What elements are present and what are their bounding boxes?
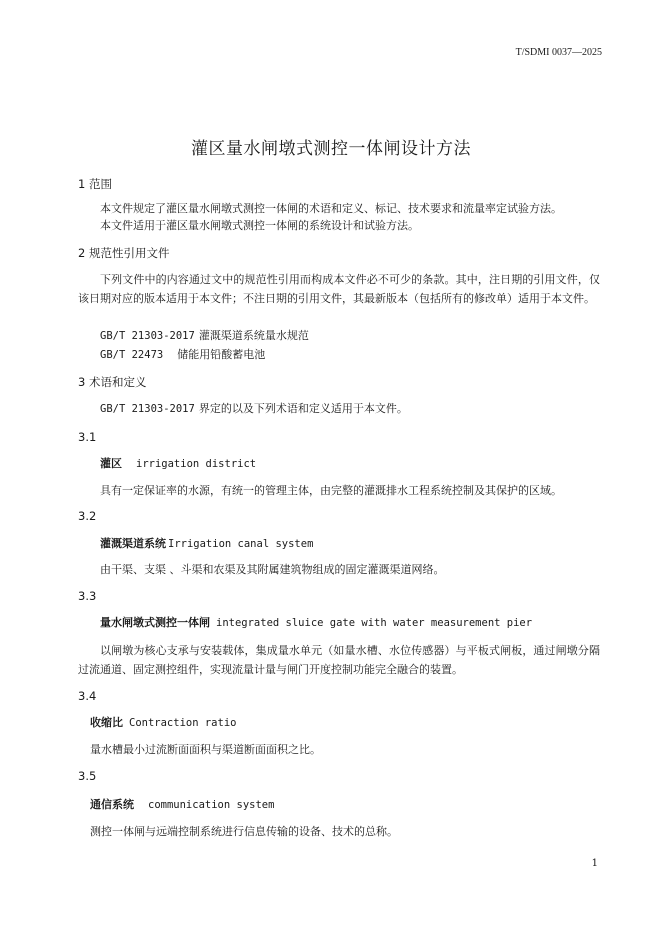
term-zh: 通信系统: [90, 798, 134, 811]
term-definition: 量水槽最小过流断面面积与渠道断面面积之比。: [90, 743, 321, 756]
term-zh: 量水闸墩式测控一体闸: [100, 616, 210, 629]
normative-references-paragraph: 下列文件中的内容通过文中的规范性引用而构成本文件必不可少的条款。其中，注日期的引用文件，仅该日期对应的版本适用于本文件；不注日期的引用文件，其最新版本（包括所有的修改单）适用于本文件。: [78, 273, 600, 305]
reference-name: 储能用铅酸蓄电池: [177, 348, 266, 361]
term-number: 3.3: [78, 589, 97, 603]
section-heading-terms: 3 术语和定义: [78, 375, 147, 389]
terms-intro-text: 界定的以及下列术语和定义适用于本文件。: [198, 402, 408, 415]
term-definition: 测控一体闸与远端控制系统进行信息传输的设备、技术的总称。: [90, 825, 398, 838]
document-title: 灌区量水闸墩式测控一体闸设计方法: [191, 139, 471, 159]
scope-paragraph-2: 本文件适用于灌区量水闸墩式测控一体闸的系统设计和试验方法。: [100, 219, 419, 232]
section-heading-normative-references: 2 规范性引用文件: [78, 246, 170, 260]
term-title: [100, 614, 532, 630]
page-number: 1: [591, 858, 598, 869]
reference-code: GB/T 21303-2017: [100, 403, 195, 415]
reference-item: [100, 346, 265, 362]
term-number: 3.2: [78, 509, 97, 523]
term-title: [90, 714, 236, 730]
reference-name: 灌溉渠道系统量水规范: [198, 329, 309, 342]
term-en: Irrigation canal system: [168, 538, 314, 550]
term-number: 3.5: [78, 769, 97, 783]
term-definition: 以闸墩为核心支承与安装载体，集成量水单元（如量水槽、水位传感器）与平板式闸板，通过闸墩分隔过流通道、固定测控组件，实现流量计量与闸门开度控制功能完全融合的装置。: [78, 644, 600, 676]
term-title: [100, 535, 313, 551]
term-number: 3.4: [78, 689, 97, 703]
reference-item: [100, 327, 309, 343]
term-en: Contraction ratio: [129, 717, 237, 729]
term-title: [90, 796, 274, 812]
term-en: integrated sluice gate with water measurement pier: [216, 617, 533, 629]
term-zh: 灌区: [100, 457, 122, 470]
scope-paragraph-1: 本文件规定了灌区量水闸墩式测控一体闸的术语和定义、标记、技术要求和流量率定试验方法。: [100, 202, 562, 215]
terms-intro-paragraph: [100, 399, 408, 419]
term-definition: 由干渠、支渠 、斗渠和农渠及其附属建筑物组成的固定灌溉渠道网络。: [100, 563, 445, 576]
term-definition: 具有一定保证率的水源，有统一的管理主体，由完整的灌溉排水工程系统控制及其保护的区域。: [100, 484, 562, 497]
reference-code: GB/T 21303-2017: [100, 330, 195, 342]
term-number: 3.1: [78, 430, 97, 444]
term-en: communication system: [148, 799, 275, 811]
term-en: irrigation district: [136, 458, 257, 470]
term-title: [100, 455, 256, 471]
document-code: T/SDMI 0037—2025: [515, 47, 602, 58]
term-zh: 收缩比: [90, 716, 123, 729]
section-heading-scope: 1 范围: [78, 177, 112, 191]
term-zh: 灌溉渠道系统: [100, 537, 166, 550]
reference-code: GB/T 22473: [100, 349, 164, 361]
